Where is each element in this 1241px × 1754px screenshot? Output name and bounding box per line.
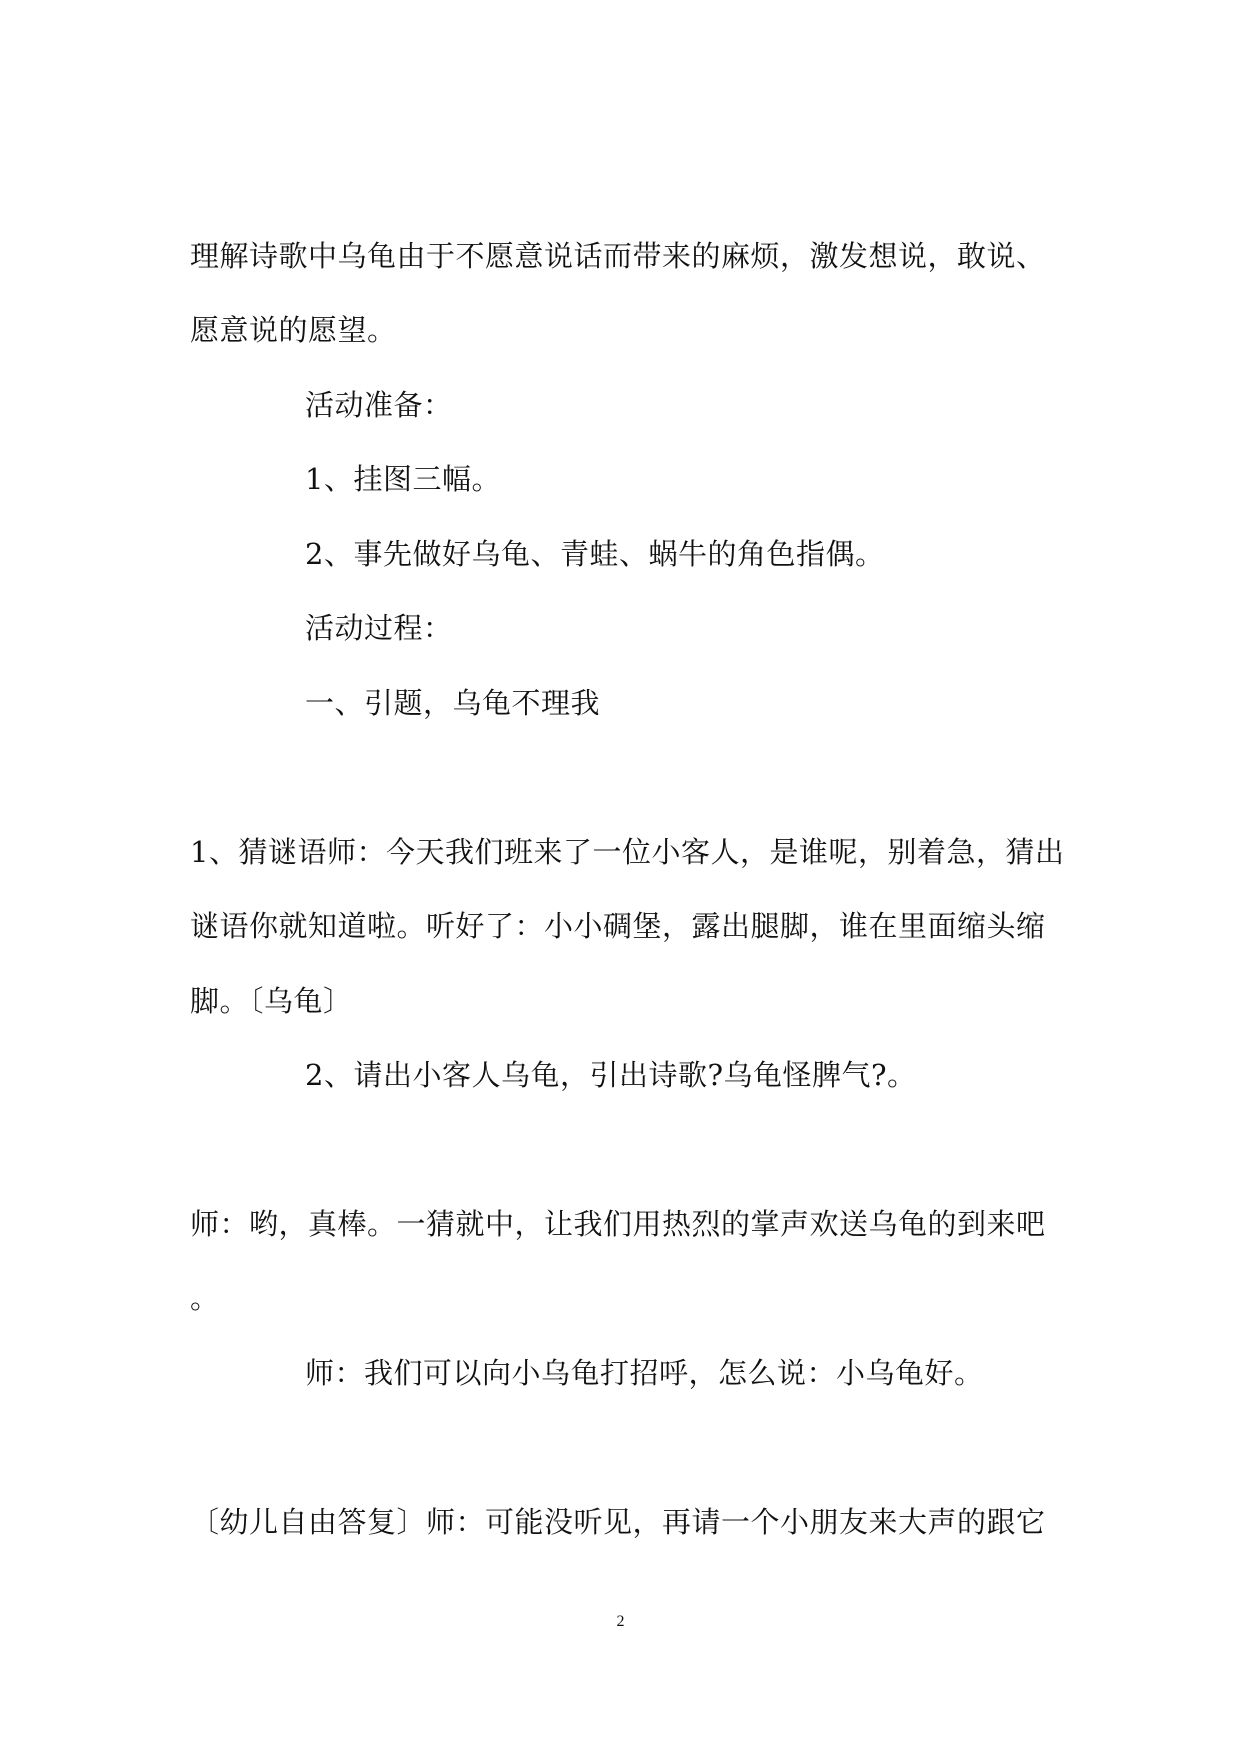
text-line: 脚。〔乌龟〕 [190,984,353,1018]
text-line: 愿意说的愿望。 [190,313,397,347]
list-item: 1、挂图三幅。 [305,462,501,496]
section-heading: 活动准备： [305,388,453,422]
page-number: 2 [616,1613,625,1630]
list-item: 2、请出小客人乌龟，引出诗歌?乌龟怪脾气?。 [305,1058,917,1092]
text-line: 理解诗歌中乌龟由于不愿意说话而带来的麻烦，激发想说，敢说、 [190,239,1046,273]
text-line: 师：哟，真棒。一猜就中，让我们用热烈的掌声欢送乌龟的到来吧 [190,1207,1046,1241]
text-line: 师：我们可以向小乌龟打招呼，怎么说：小乌龟好。 [305,1356,984,1390]
text-line: 谜语你就知道啦。听好了：小小碉堡，露出腿脚，谁在里面缩头缩 [190,909,1046,943]
text-line: 〔幼儿自由答复〕师：可能没听见，再请一个小朋友来大声的跟它 [190,1505,1046,1539]
text-line: 1、猜谜语师：今天我们班来了一位小客人，是谁呢，别着急，猜出 [190,835,1065,869]
list-item: 2、事先做好乌龟、青蛙、蜗牛的角色指偶。 [305,537,885,571]
text-line: 。 [190,1281,220,1315]
subsection-heading: 一、引题，乌龟不理我 [305,686,601,720]
section-heading: 活动过程： [305,611,453,645]
